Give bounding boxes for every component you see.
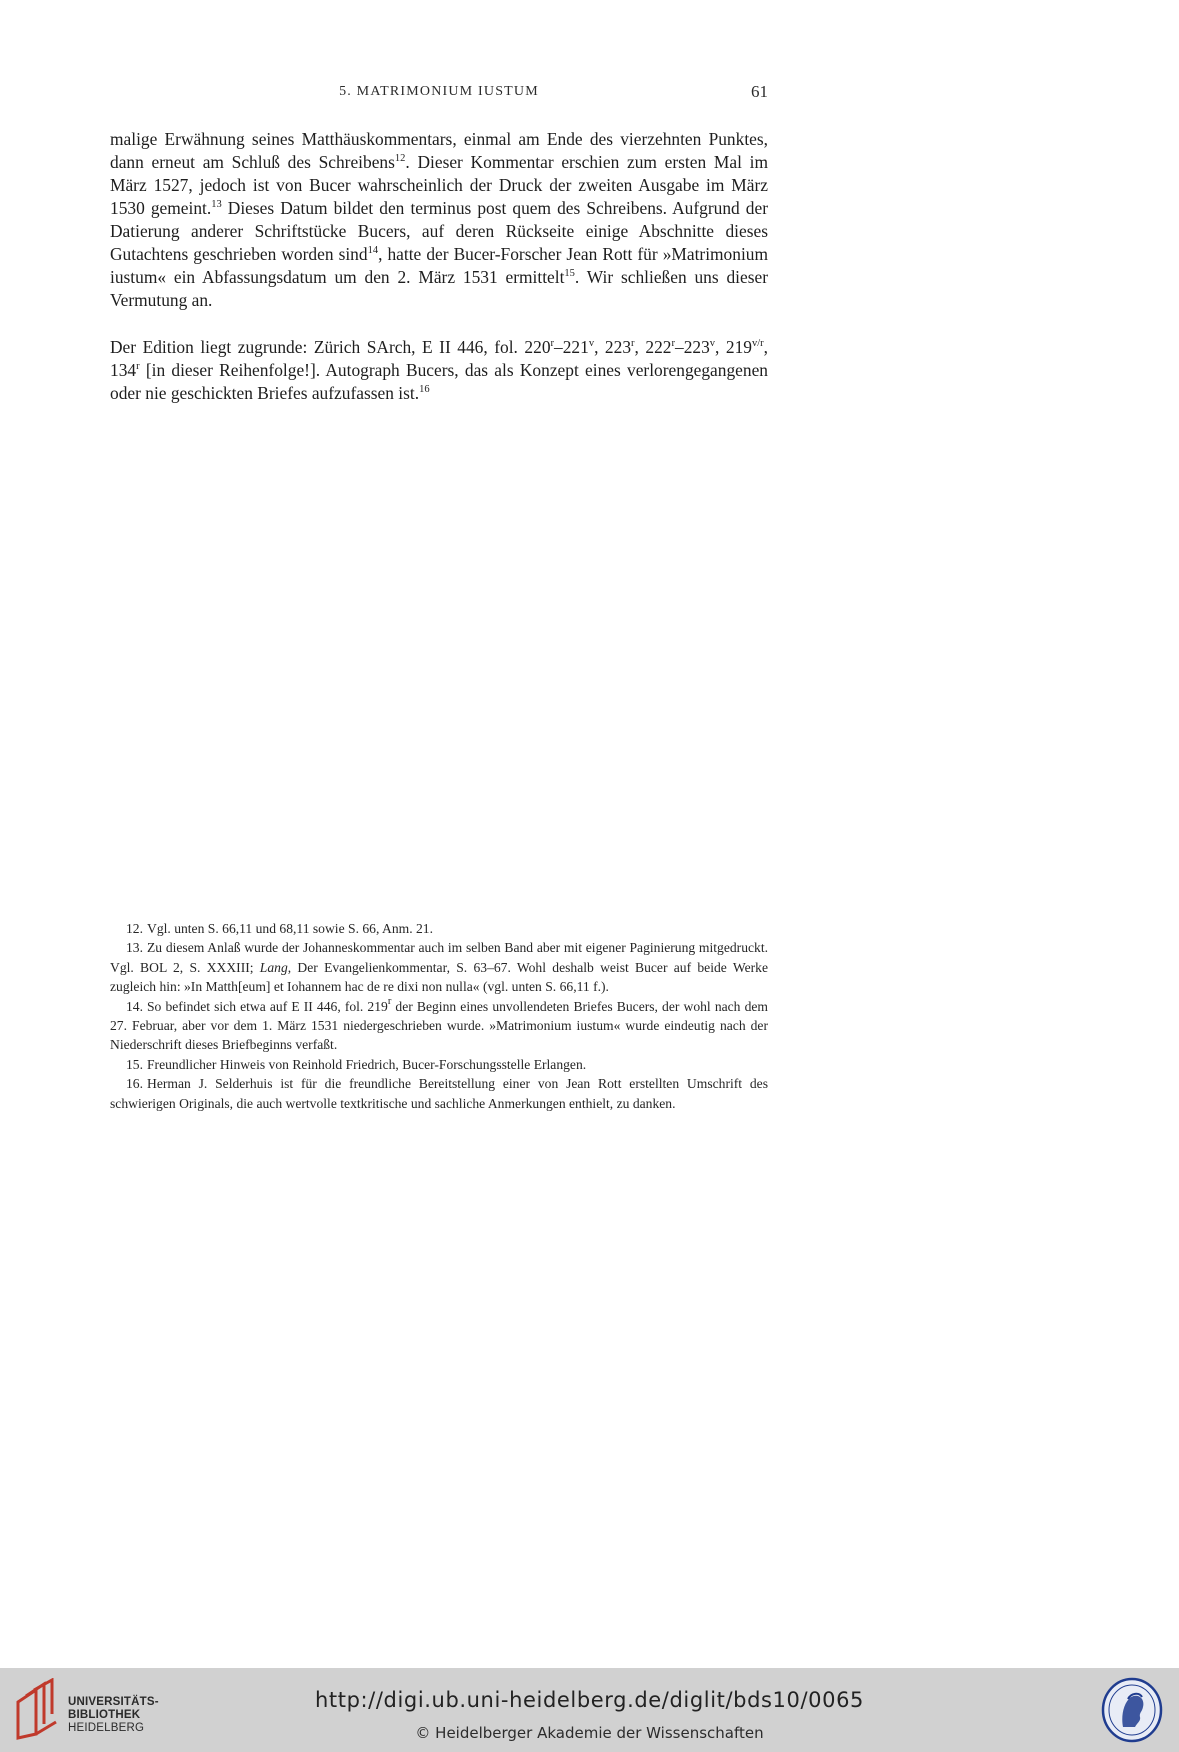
text-run: , 223 (594, 337, 632, 357)
footnote-ref-13[interactable]: 13 (211, 199, 222, 210)
body-paragraph-2 (110, 336, 768, 405)
footnote-15 (110, 1055, 768, 1074)
footnote-14 (110, 997, 768, 1055)
footnote-ref-16[interactable]: 16 (419, 384, 430, 395)
footnote-16 (110, 1074, 768, 1113)
footnote-number: 13. (126, 940, 143, 956)
running-head (110, 84, 768, 108)
footnote-text: Vgl. unten S. 66,11 und 68,11 sowie S. 66, Anm. 21. (147, 921, 433, 936)
folio-side: v (709, 338, 716, 349)
footnote-text: So befindet sich etwa auf E II 446, fol. 219 (147, 998, 388, 1014)
footnote-ref-15[interactable]: 15 (564, 268, 575, 279)
text-run: Dieses Datum bildet den terminus post quem des Schreibens. Aufgrund der Datierung anderer Schriftstücke Bucers, auf deren Rückseite einige Abschnitte dieses Gutachtens geschrieben worden sind (110, 198, 768, 264)
footnote-13 (110, 938, 768, 996)
footnote-12 (110, 919, 768, 938)
body-paragraph-1 (110, 128, 768, 312)
text-run: , 134 (110, 337, 769, 380)
folio-side: v (588, 338, 595, 349)
academy-seal-icon[interactable] (1101, 1677, 1163, 1743)
text-run: Der Edition liegt zugrunde: Zürich SArch, E II 446, fol. 220 (110, 337, 551, 357)
text-run: , 222 (634, 337, 672, 357)
folio-side: r (631, 338, 635, 349)
footnote-number: 14. (126, 998, 143, 1014)
footnote-text: Herman J. Selderhuis ist für die freundliche Bereitstellung einer von Jean Rott erstellten Umschrift des schwierigen Originals, die auch wertvolle textkritische und sachliche Anmerkungen enthielt, zu danken. (110, 1076, 768, 1111)
folio-side: r (671, 338, 675, 349)
folio-side: v/r (752, 338, 764, 349)
footnote-number: 16. (126, 1076, 143, 1092)
footnote-text: , Der Evangelienkommentar, S. 63–67. Wohl deshalb weist Bucer auf beide Werke zugleich hin: »In Matth[eum] et Iohannem hac de re dixi non nulla« (vgl. unten S. 66,11 f.). (110, 959, 768, 995)
footnote-text: Zu diesem Anlaß wurde der Johanneskommentar auch im selben Band aber mit eigener Paginierung mitgedruckt. Vgl. BOL 2, S. XXXIII; (110, 940, 768, 975)
footnotes (110, 919, 768, 1113)
folio-side: r (387, 995, 392, 1007)
copyright-notice: © Heidelberger Akademie der Wissenschaften (415, 1724, 764, 1742)
footnote-text: Freundlicher Hinweis von Reinhold Friedrich, Bucer-Forschungsstelle Erlangen. (147, 1056, 587, 1072)
text-run: –223 (675, 337, 710, 357)
library-name-line: UNIVERSITÄTS- (68, 1696, 159, 1708)
text-run: . Wir schließen uns dieser Vermutung an. (110, 267, 768, 310)
running-title: 5. MATRIMONIUM IUSTUM (339, 84, 539, 99)
digitization-footer (0, 1668, 1179, 1752)
folio-side: r (550, 338, 555, 349)
author-name: Lang (259, 959, 288, 975)
folio-side: r (136, 361, 140, 372)
permalink-url[interactable]: http://digi.ub.uni-heidelberg.de/diglit/bds10/0065 (315, 1688, 864, 1712)
footnote-number: 15. (126, 1056, 143, 1072)
text-run: [in dieser Reihenfolge!]. Autograph Bucers, das als Konzept eines verlorengegangenen oder nie geschickten Briefes aufzufassen ist. (110, 360, 768, 403)
text-run: malige Erwähnung seines Matthäuskommentars, einmal am Ende des vierzehnten Punktes, dann erneut am Schluß des Schreibens (110, 129, 768, 172)
text-run: –221 (554, 337, 589, 357)
footnote-ref-12[interactable]: 12 (394, 153, 406, 164)
text-run: , 219 (715, 337, 752, 357)
text-run: , hatte der Bucer-Forscher Jean Rott für »Matrimonium iustum« ein Abfassungsdatum um den 2. März 1531 ermittelt (110, 244, 769, 287)
footnote-ref-14[interactable]: 14 (367, 245, 379, 256)
library-name-line: HEIDELBERG (68, 1722, 145, 1734)
library-name-line: BIBLIOTHEK (68, 1709, 141, 1721)
footnote-text: der Beginn eines unvollendeten Briefes Bucers, der wohl nach dem 27. Februar, aber vor dem 1. März 1531 niedergeschrieben wurde. »Matrimonium iustum« wurde eindeutig nach der Niederschrift dieses Briefbeginns verfaßt. (110, 998, 768, 1053)
footnote-number: 12. (126, 921, 143, 936)
text-run: . Dieser Kommentar erschien zum ersten Mal im März 1527, jedoch ist von Bucer wahrscheinlich der Druck der zweiten Ausgabe im März 1530 gemeint. (110, 152, 768, 218)
page-number: 61 (751, 82, 768, 101)
